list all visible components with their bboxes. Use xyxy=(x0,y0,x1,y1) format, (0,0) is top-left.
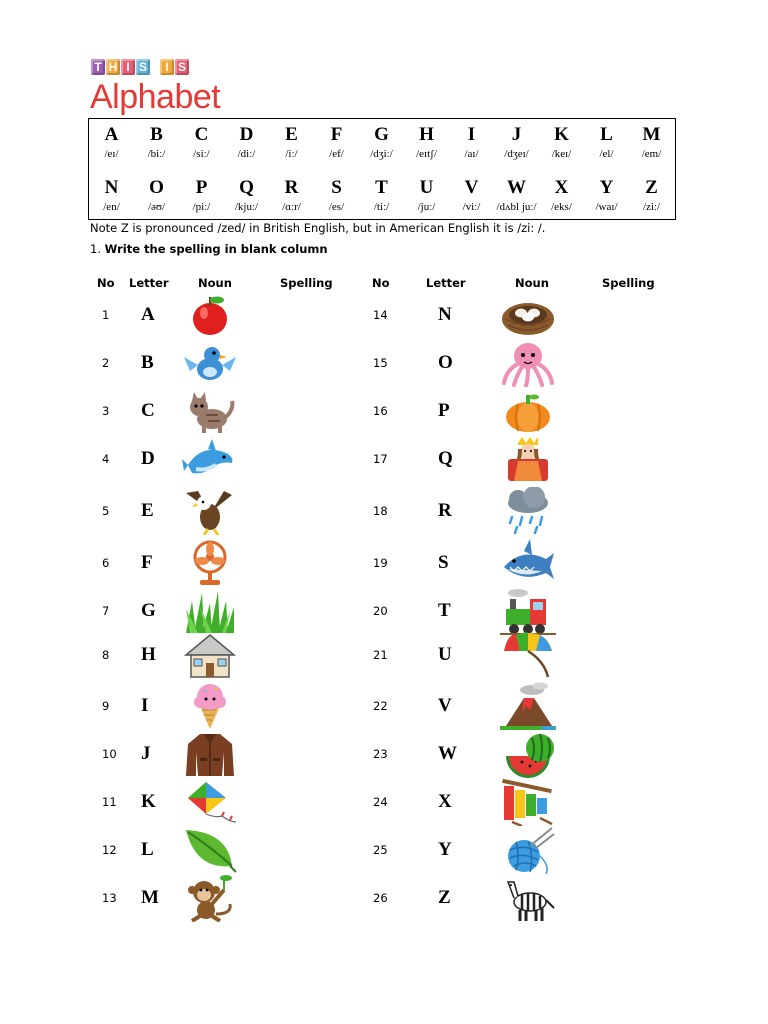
row-number: 16 xyxy=(373,404,388,418)
row-letter: U xyxy=(438,644,452,665)
alphabet-letter: T xyxy=(375,177,388,198)
header-letter: Letter xyxy=(129,276,169,290)
table-row xyxy=(0,339,768,387)
row-letter: Y xyxy=(438,839,452,860)
row-letter: K xyxy=(141,791,156,812)
alphabet-letter: V xyxy=(464,177,479,198)
row-letter: A xyxy=(141,304,155,325)
alphabet-letter: H xyxy=(419,124,434,145)
pronunciation-cell xyxy=(449,176,494,214)
xylophone-icon xyxy=(500,778,556,826)
block-letter: S xyxy=(175,59,189,75)
zebra-icon xyxy=(500,874,556,922)
pronunciation-cell xyxy=(359,123,404,161)
phonetic-transcription: /es/ xyxy=(328,201,345,213)
octopus-icon xyxy=(500,339,556,387)
row-number: 5 xyxy=(102,504,110,518)
row-letter: E xyxy=(141,500,154,521)
row-letter: F xyxy=(141,552,153,573)
alphabet-letter: J xyxy=(511,124,522,145)
row-number: 15 xyxy=(373,356,388,370)
pronunciation-note: Note Z is pronounced /zed/ in British English, but in American English it is /zi: /. xyxy=(90,221,546,235)
exercise-text: Write the spelling in blank column xyxy=(104,242,328,256)
row-number: 7 xyxy=(102,604,110,618)
pronunciation-row-2 xyxy=(89,176,675,214)
table-row xyxy=(0,631,768,679)
pronunciation-cell xyxy=(584,123,629,161)
header-spelling: Spelling xyxy=(602,276,655,290)
alphabet-letter: Z xyxy=(645,177,658,198)
row-number: 1 xyxy=(102,308,110,322)
phonetic-transcription: /eɪtʃ/ xyxy=(416,148,437,160)
row-number: 24 xyxy=(373,795,388,809)
alphabet-letter: O xyxy=(149,177,164,198)
block-letter: I xyxy=(121,59,135,75)
row-number: 3 xyxy=(102,404,110,418)
phonetic-transcription: /eks/ xyxy=(551,201,572,213)
table-row xyxy=(0,387,768,435)
row-number: 10 xyxy=(102,747,117,761)
row-number: 22 xyxy=(373,699,388,713)
pronunciation-cell xyxy=(629,176,674,214)
phonetic-transcription: /ef/ xyxy=(329,148,344,160)
row-number: 25 xyxy=(373,843,388,857)
row-letter: V xyxy=(438,695,452,716)
row-letter: B xyxy=(141,352,154,373)
row-number: 11 xyxy=(102,795,117,809)
phonetic-transcription: /iː/ xyxy=(285,148,298,160)
table-row xyxy=(0,291,768,339)
pronunciation-cell xyxy=(224,176,269,214)
phonetic-transcription: /biː/ xyxy=(147,148,166,160)
row-number: 20 xyxy=(373,604,388,618)
watermelon-icon xyxy=(500,730,556,778)
row-letter: N xyxy=(438,304,452,325)
pronunciation-cell xyxy=(539,123,584,161)
alphabet-letter: Q xyxy=(239,177,254,198)
pronunciation-cell xyxy=(134,176,179,214)
pronunciation-row-1 xyxy=(89,123,675,161)
phonetic-transcription: /ziː/ xyxy=(642,201,661,213)
header-spelling: Spelling xyxy=(280,276,333,290)
phonetic-transcription: /tiː/ xyxy=(373,201,390,213)
pronunciation-cell xyxy=(494,176,539,214)
alphabet-letter: N xyxy=(104,177,119,198)
row-number: 8 xyxy=(102,648,110,662)
phonetic-transcription: /waɪ/ xyxy=(595,201,618,213)
phonetic-transcription: /el/ xyxy=(599,148,614,160)
table-row xyxy=(0,682,768,730)
alphabet-letter: S xyxy=(331,177,342,198)
phonetic-transcription: /siː/ xyxy=(193,148,210,160)
row-number: 6 xyxy=(102,556,110,570)
row-letter: J xyxy=(141,743,151,764)
row-letter: H xyxy=(141,644,156,665)
table-row xyxy=(0,587,768,635)
alphabet-letter: B xyxy=(150,124,163,145)
phonetic-transcription: /kjuː/ xyxy=(234,201,259,213)
row-number: 23 xyxy=(373,747,388,761)
alphabet-letter: R xyxy=(284,177,299,198)
alphabet-letter: U xyxy=(419,177,434,198)
alphabet-letter: I xyxy=(467,124,476,145)
phonetic-transcription: /dʒeɪ/ xyxy=(504,148,529,160)
page-title: Alphabet xyxy=(90,78,221,116)
pronunciation-cell xyxy=(539,176,584,214)
alphabet-letter: D xyxy=(239,124,254,145)
phonetic-transcription: /keɪ/ xyxy=(551,148,572,160)
phonetic-transcription: /eɪ/ xyxy=(104,148,119,160)
alphabet-letter: W xyxy=(507,177,526,198)
table-row xyxy=(0,487,768,535)
row-number: 14 xyxy=(373,308,388,322)
table-row xyxy=(0,539,768,587)
yarn-icon xyxy=(500,826,556,874)
header-no: No xyxy=(97,276,115,290)
pronunciation-cell xyxy=(404,123,449,161)
nest-icon xyxy=(500,291,556,339)
pronunciation-cell xyxy=(449,123,494,161)
row-letter: R xyxy=(438,500,452,521)
row-number: 9 xyxy=(102,699,110,713)
phonetic-transcription: /juː/ xyxy=(417,201,436,213)
row-number: 21 xyxy=(373,648,388,662)
block-letter: I xyxy=(160,59,174,75)
row-letter: P xyxy=(438,400,450,421)
pronunciation-cell xyxy=(629,123,674,161)
alphabet-letter: Y xyxy=(599,177,614,198)
pronunciation-cell xyxy=(134,123,179,161)
alphabet-letter: M xyxy=(642,124,661,145)
queen-icon xyxy=(500,435,556,483)
volcano-icon xyxy=(500,682,556,730)
exercise-number: 1. xyxy=(90,242,101,256)
pronunciation-cell xyxy=(404,176,449,214)
train-icon xyxy=(500,587,556,635)
row-number: 17 xyxy=(373,452,388,466)
umbrella-icon xyxy=(500,631,556,679)
alphabet-letter: C xyxy=(194,124,209,145)
phonetic-transcription: /dʌbl juː/ xyxy=(496,201,537,213)
exercise-instruction xyxy=(90,242,328,256)
alphabet-letter: K xyxy=(554,124,569,145)
row-letter: O xyxy=(438,352,453,373)
alphabet-letter: X xyxy=(554,177,569,198)
block-letter: T xyxy=(91,59,105,75)
row-letter: M xyxy=(141,887,159,908)
row-number: 26 xyxy=(373,891,388,905)
pronunciation-cell xyxy=(314,123,359,161)
row-letter: L xyxy=(141,839,154,860)
pronunciation-cell xyxy=(179,123,224,161)
alphabet-letter: P xyxy=(195,177,208,198)
phonetic-transcription: /dʒiː/ xyxy=(370,148,393,160)
pronunciation-cell xyxy=(584,176,629,214)
pronunciation-cell xyxy=(359,176,404,214)
row-number: 18 xyxy=(373,504,388,518)
alphabet-letter: A xyxy=(104,124,119,145)
phonetic-transcription: /diː/ xyxy=(237,148,256,160)
phonetic-transcription: /viː/ xyxy=(462,201,481,213)
alphabet-letter: G xyxy=(374,124,389,145)
row-letter: W xyxy=(438,743,457,764)
alphabet-letter: F xyxy=(330,124,343,145)
phonetic-transcription: /aɪ/ xyxy=(464,148,479,160)
header-noun: Noun xyxy=(198,276,232,290)
pronunciation-cell xyxy=(89,176,134,214)
pumpkin-icon xyxy=(500,387,556,435)
shark-icon xyxy=(500,539,556,587)
row-letter: Q xyxy=(438,448,453,469)
alphabet-letter: L xyxy=(600,124,613,145)
row-letter: S xyxy=(438,552,449,573)
row-letter: Z xyxy=(438,887,451,908)
row-number: 2 xyxy=(102,356,110,370)
phonetic-transcription: /en/ xyxy=(103,201,120,213)
phonetic-transcription: /ɑːr/ xyxy=(282,201,301,213)
row-letter: C xyxy=(141,400,155,421)
block-letter: H xyxy=(106,59,120,75)
table-row xyxy=(0,826,768,874)
row-letter: X xyxy=(438,791,452,812)
row-letter: I xyxy=(141,695,149,716)
row-number: 19 xyxy=(373,556,388,570)
phonetic-transcription: /em/ xyxy=(641,148,662,160)
phonetic-transcription: /piː/ xyxy=(192,201,211,213)
alphabet-letter: E xyxy=(285,124,298,145)
row-number: 12 xyxy=(102,843,117,857)
block-letter: S xyxy=(136,59,150,75)
table-row xyxy=(0,730,768,778)
pronunciation-cell xyxy=(269,123,314,161)
header-letter: Letter xyxy=(426,276,466,290)
table-row xyxy=(0,435,768,483)
pronunciation-cell xyxy=(89,123,134,161)
row-number: 13 xyxy=(102,891,117,905)
pronunciation-cell xyxy=(494,123,539,161)
header-noun: Noun xyxy=(515,276,549,290)
row-number: 4 xyxy=(102,452,110,466)
pronunciation-table xyxy=(88,118,676,220)
rain-icon xyxy=(500,487,556,535)
row-letter: G xyxy=(141,600,156,621)
row-letter: D xyxy=(141,448,155,469)
pronunciation-cell xyxy=(269,176,314,214)
row-letter: T xyxy=(438,600,451,621)
this-is-blocks-logo xyxy=(91,59,189,75)
header-no: No xyxy=(372,276,390,290)
pronunciation-cell xyxy=(314,176,359,214)
phonetic-transcription: /əʊ/ xyxy=(147,201,166,213)
pronunciation-cell xyxy=(179,176,224,214)
table-row xyxy=(0,874,768,922)
pronunciation-cell xyxy=(224,123,269,161)
table-row xyxy=(0,778,768,826)
